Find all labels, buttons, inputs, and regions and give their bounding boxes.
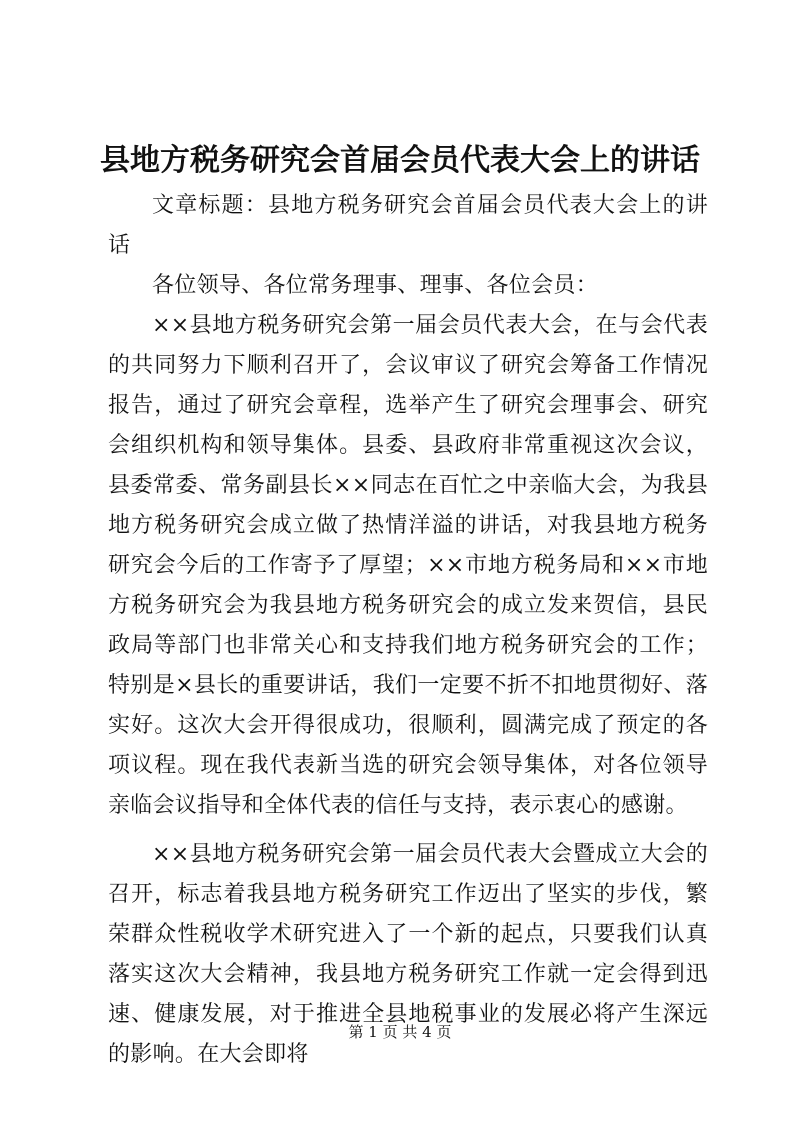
document-body <box>108 186 708 1075</box>
page-footer: 第 1 页 共 4 页 <box>348 1023 452 1041</box>
document-title: 县地方税务研究会首届会员代表大会上的讲话 <box>100 143 700 178</box>
paragraph-1: ××县地方税务研究会第一届会员代表大会，在与会代表的共同努力下顺利召开了，会议审议了研究会筹备工作情况报告，通过了研究会章程，选举产生了研究会理事会、研究会组织机构和领导集体。县委、县政府非常重视这次会议，县委常委、常务副县长××同志在百忙之中亲临大会，为我县地方税务研究会成立做了热情洋溢的讲话，对我县地方税务研究会今后的工作寄予了厚望；××市地方税务局和××市地方税务研究会为我县地方税务研究会的成立发来贺信，县民政局等部门也非常关心和支持我们地方税务研究会的工作；特别是×县长的重要讲话，我们一定要不折不扣地贯彻好、落实好。这次大会开得很成功，很顺利，圆满完成了预定的各项议程。现在我代表新当选的研究会领导集体，对各位领导亲临会议指导和全体代表的信任与支持，表示衷心的感谢。 <box>108 313 708 818</box>
article-title-line: 文章标题：县地方税务研究会首届会员代表大会上的讲话 <box>108 193 708 258</box>
paragraph-2: ××县地方税务研究会第一届会员代表大会暨成立大会的召开，标志着我县地方税务研究工作迈出了坚实的步伐，繁荣群众性税收学术研究进入了一个新的起点，只要我们认真落实这次大会精神，我县地方税务研究工作就一定会得到迅速、健康发展，对于推进全县地税事业的发展必将产生深远的影响。在大会即将 <box>108 842 708 1067</box>
salutation: 各位领导、各位常务理事、理事、各位会员： <box>152 273 599 298</box>
